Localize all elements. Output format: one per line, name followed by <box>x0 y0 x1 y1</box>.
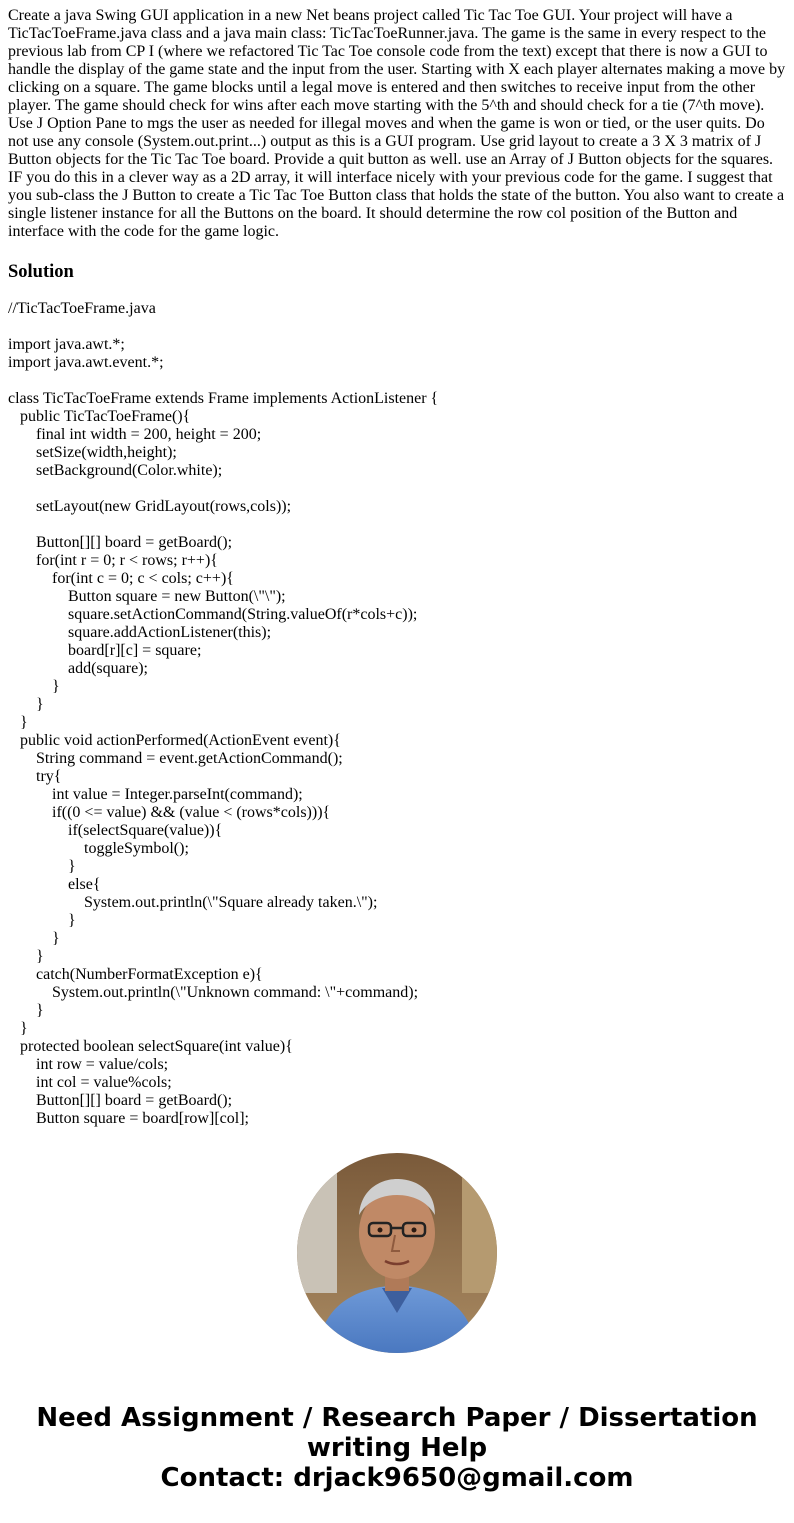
promo-line-2: writing Help <box>306 1433 488 1463</box>
solution-heading: Solution <box>8 262 74 282</box>
author-photo <box>297 1153 497 1353</box>
promo-banner <box>0 1403 794 1493</box>
promo-contact: Contact: drjack9650@gmail.com <box>160 1463 634 1493</box>
solution-code: //TicTacToeFrame.java import java.awt.*; import java.awt.event.*; class TicTacToeFrame extends Frame implements ActionListener { public TicTacToeFrame(){ final int width = 200, height = 200; setSize(width,height); setBackground(Color.white); setLayout(new GridLayout(rows,cols)); Button[][] board = getBoard(); for(int r = 0; r < rows; r++){ for(int c = 0; c < cols; c++){ Button square = new Button(\"\"); square.setActionCommand(String.valueOf(r*cols+c)); square.addActionListener(this); board[r][c] = square; add(square); } } } public void actionPerformed(ActionEvent event){ String command = event.getActionCommand(); try{ int value = Integer.parseInt(command); if((0 <= value) && (value < (rows*cols))){ if(selectSquare(value)){ toggleSymbol(); } else{ System.out.println(\"Square already taken.\"); } } } catch(NumberFormatException e){ System.out.println(\"Unknown command: \"+command); } } protected boolean selectSquare(int value){ int row = value/cols; int col = value%cols; Button[][] board = getBoard(); Button square = board[row][col]; <box>8 300 439 1127</box>
question-text: Create a java Swing GUI application in a new Net beans project called Tic Tac Toe GUI. Your project will have a TicTacToeFrame.java class and a java main class: TicTacToeRunner.java. The game is the same in every respect to the previous lab from CP I (where we refactored Tic Tac Toe console code from the text) except that there is now a GUI to handle the display of the game state and the input from the user. Starting with X each player alternates making a move by clicking on a square. The game blocks until a legal move is entered and then switches to receive input from the other player. The game should check for wins after each move starting with the 5^th and should check for a tie (7^th move). Use J Option Pane to mgs the user as needed for illegal moves and when the game is won or tied, or the user quits. Do not use any console (System.out.print...) output as this is a GUI program. Use grid layout to create a 3 X 3 matrix of J Button objects for the Tic Tac Toe board. Provide a quit button as well. use an Array of J Button objects for the squares. IF you do this in a clever way as a 2D array, it will interface nicely with your previous code for the game. I suggest that you sub-class the J Button to create a Tic Tac Toe Button class that holds the state of the button. You also want to create a single listener instance for all the Buttons on the board. It should determine the row col position of the Button and interface with the code for the game logic. <box>8 7 786 240</box>
promo-line-1: Need Assignment / Research Paper / Dissertation <box>36 1403 758 1433</box>
